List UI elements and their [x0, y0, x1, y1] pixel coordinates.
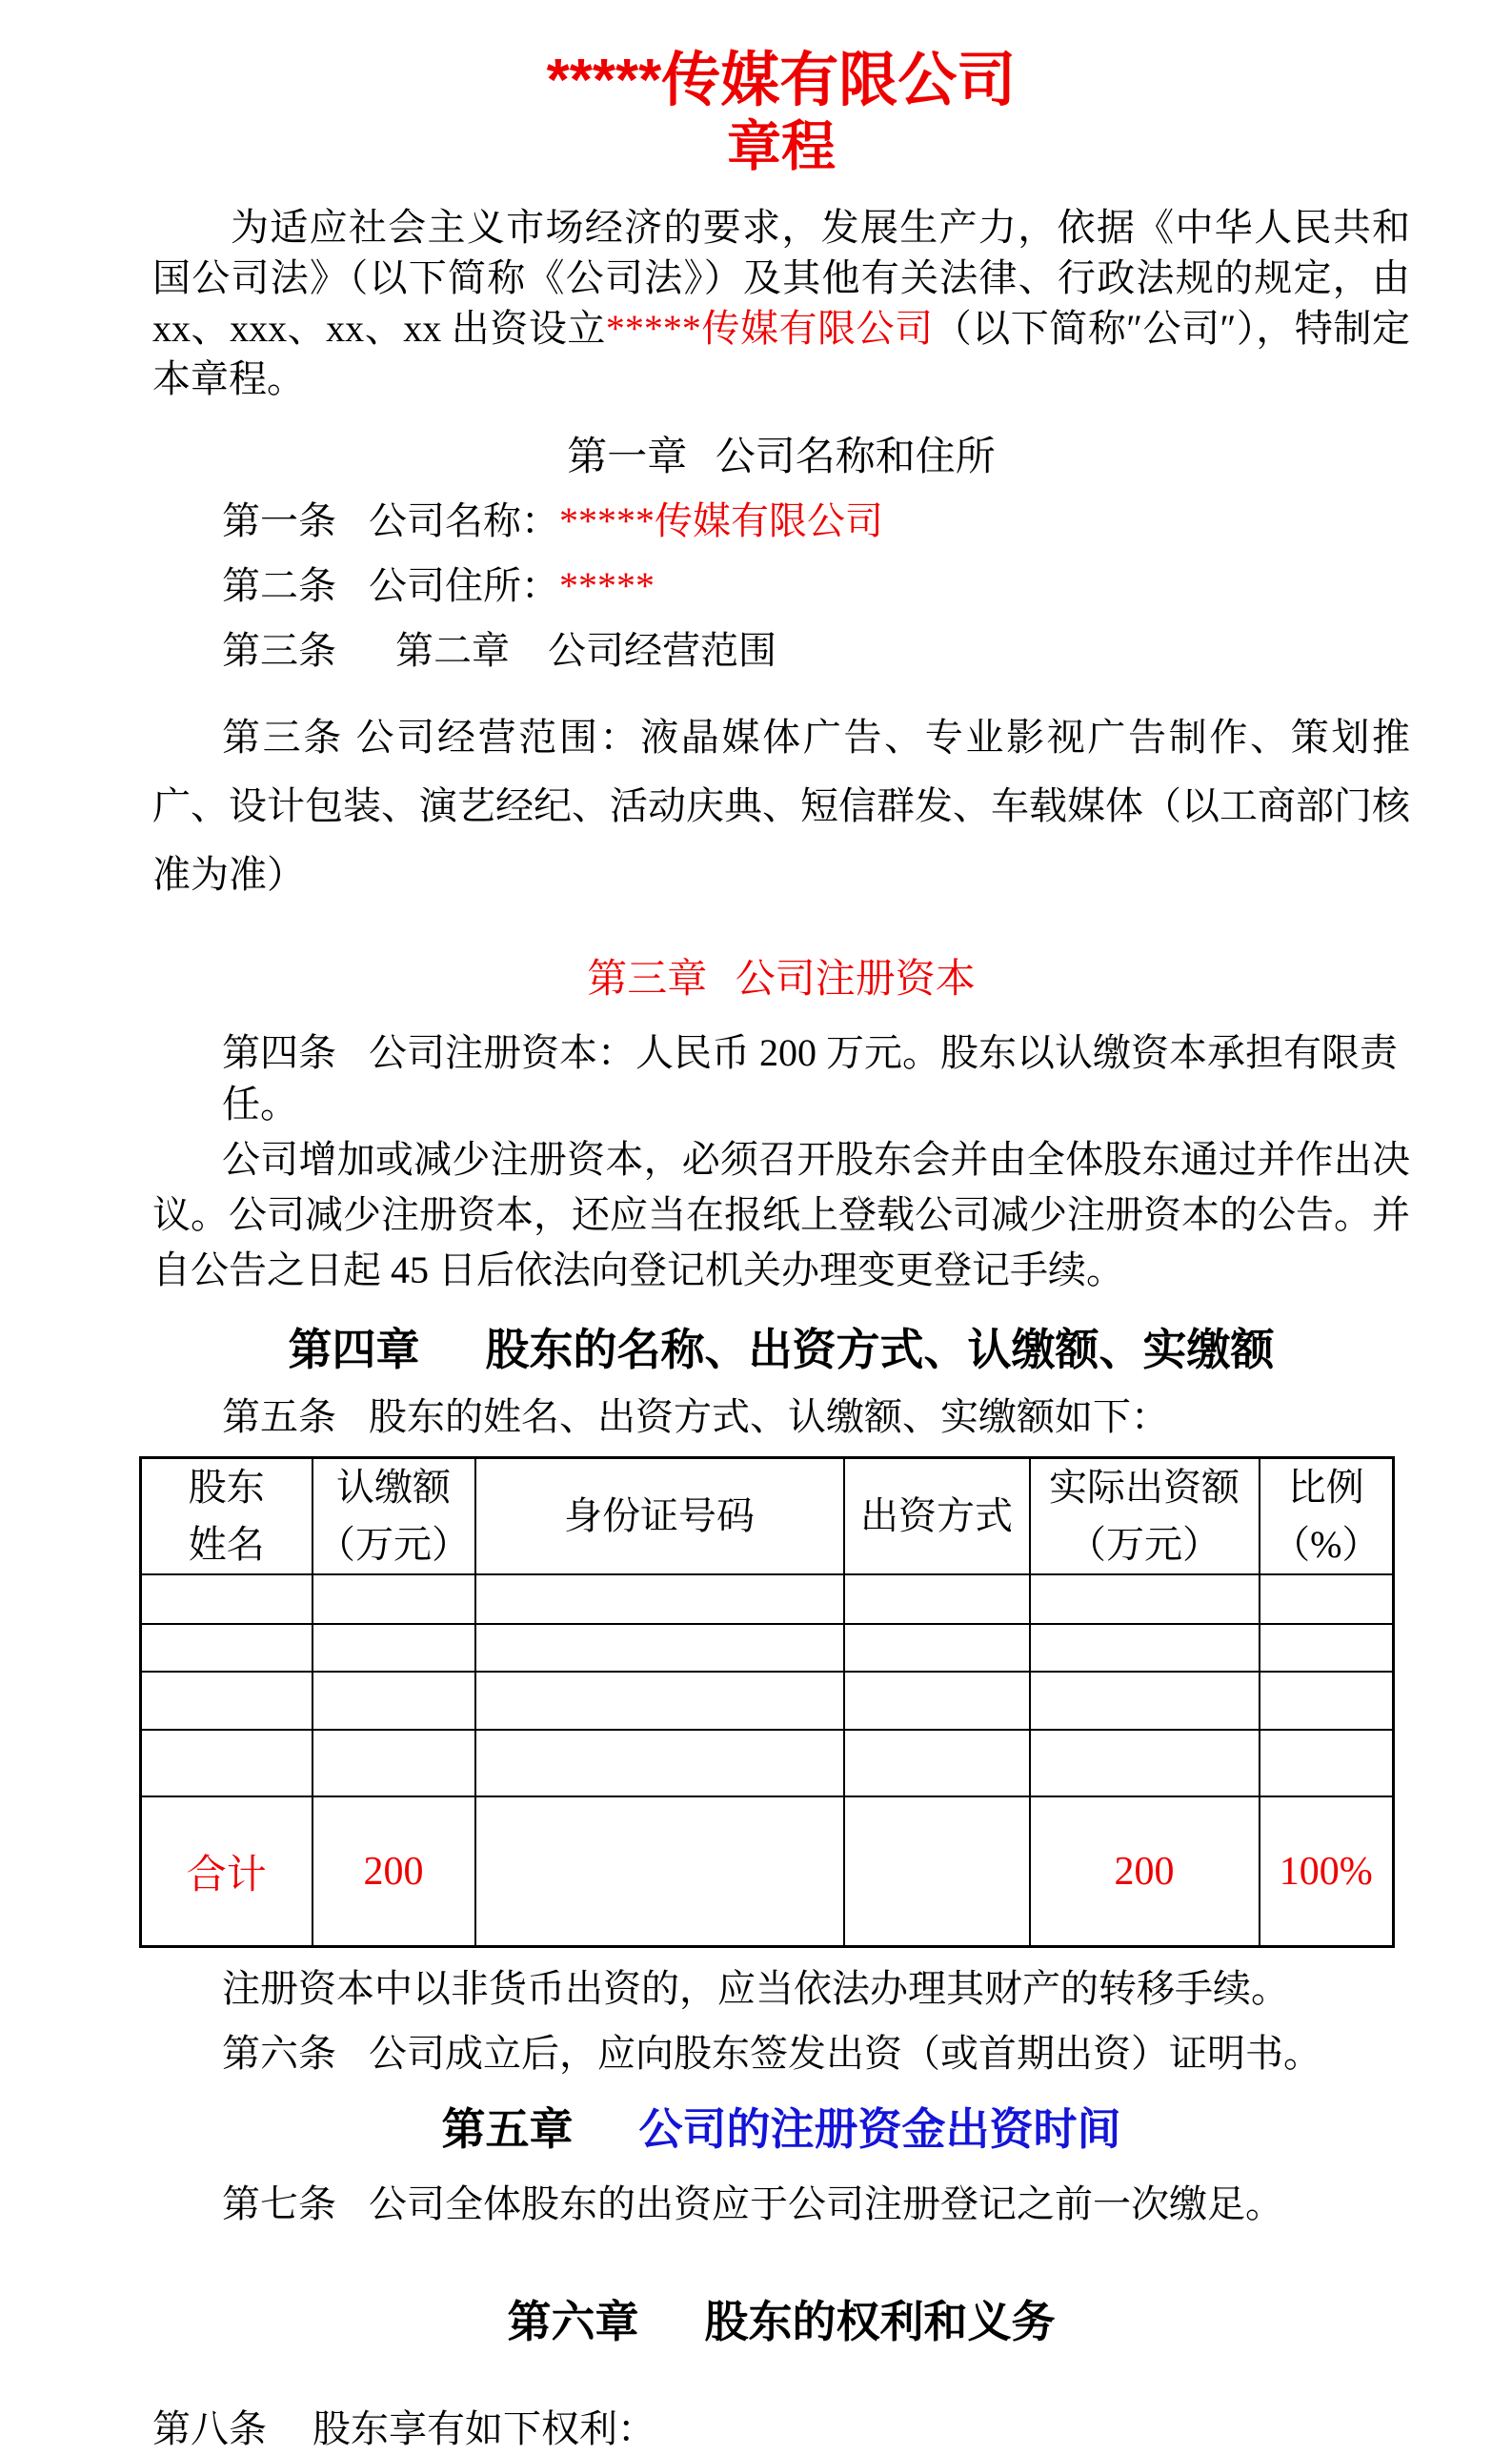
total-subscribed-cell: 200	[312, 1796, 475, 1946]
col-header-method-line1: 出资方式	[860, 1494, 1013, 1538]
empty-cell	[1030, 1672, 1260, 1730]
empty-cell	[844, 1730, 1030, 1796]
empty-cell	[312, 1574, 475, 1624]
article-2-text: 公司住所：	[369, 564, 559, 608]
intro-company-name: *****传媒有限公司	[605, 306, 934, 350]
chapter1-heading	[152, 425, 1410, 482]
table-empty-row	[141, 1730, 1394, 1796]
table-total-row	[141, 1796, 1394, 1946]
intro-text-after: （以下简称″公司″），特制定本章程。	[152, 306, 1410, 400]
article-2-label: 第二条	[222, 564, 336, 608]
article-8	[152, 2404, 1410, 2455]
col-header-actual-line1: 实际出资额	[1049, 1466, 1240, 1510]
chapter5-number: 第五章	[441, 2103, 574, 2154]
col-header-ratio	[1260, 1458, 1394, 1575]
empty-cell	[1260, 1624, 1394, 1672]
col-header-contribution-method	[844, 1458, 1030, 1575]
capital-change-paragraph: 公司增加或减少注册资本，必须召开股东会并由全体股东通过并作出决议。公司减少注册资本，还应当在报纸上登载公司减少注册资本的公告。并自公告之日起 45 日后依法向登记机关办理变更登记手续。	[152, 1138, 1410, 1292]
non-cash-contribution-note: 注册资本中以非货币出资的，应当依法办理其财产的转移手续。	[222, 1966, 1289, 2010]
col-header-ratio-line2: （%）	[1272, 1523, 1381, 1567]
chapter6-number: 第六章	[507, 2296, 639, 2346]
table-header-row	[141, 1458, 1394, 1575]
empty-cell	[844, 1624, 1030, 1672]
article-1-value: *****传媒有限公司	[559, 499, 883, 543]
article-5	[152, 1391, 1410, 1443]
empty-cell	[141, 1672, 312, 1730]
empty-cell	[1030, 1574, 1260, 1624]
shareholders-table	[139, 1456, 1395, 1948]
empty-cell	[1030, 1730, 1260, 1796]
empty-cell	[312, 1730, 475, 1796]
article-3-label: 第三条	[222, 629, 336, 673]
chapter4-title: 股东的名称、出资方式、认缴额、实缴额	[485, 1325, 1275, 1375]
article-7-label: 第七条	[222, 2181, 336, 2225]
article-6-label: 第六条	[222, 2031, 336, 2075]
chapter4-number: 第四章	[288, 1325, 420, 1375]
table-empty-row	[141, 1672, 1394, 1730]
article-1-label: 第一条	[222, 499, 336, 543]
article-7	[152, 2179, 1410, 2230]
intro-text-before: 为适应社会主义市场经济的要求，发展生产力，依据《中华人民共和国公司法》（以下简称《公司法》）及其他有关法律、行政法规的规定，由 xx、xxx、xx、xx 出资设立	[152, 206, 1410, 350]
col-header-shareholder-name	[141, 1458, 312, 1575]
chapter6-heading	[152, 2287, 1410, 2350]
chapter1-title: 公司名称和住所	[715, 436, 996, 480]
chapter5-title: 公司的注册资金出资时间	[638, 2103, 1121, 2154]
chapter3-number: 第三章	[587, 958, 708, 1003]
empty-cell	[475, 1624, 844, 1672]
col-header-subscribed-line2: （万元）	[317, 1523, 470, 1567]
empty-cell	[141, 1574, 312, 1624]
col-header-actual-amount	[1030, 1458, 1260, 1575]
article-1-text: 公司名称：	[369, 499, 559, 543]
empty-cell	[1260, 1672, 1394, 1730]
article-2	[152, 560, 1410, 612]
empty-cell	[141, 1624, 312, 1672]
article-1	[152, 496, 1410, 547]
chapter3-title: 公司注册资本	[735, 958, 976, 1003]
chapter6-title: 股东的权利和义务	[704, 2296, 1056, 2346]
article-6	[152, 2028, 1410, 2080]
chapter5-heading	[152, 2095, 1410, 2158]
empty-cell	[312, 1672, 475, 1730]
article-3-text: 第二章 公司经营范围	[395, 629, 776, 673]
empty-cell	[312, 1624, 475, 1672]
article-6-text: 公司成立后，应向股东签发出资（或首期出资）证明书。	[369, 2031, 1321, 2075]
empty-cell	[1260, 1730, 1394, 1796]
article-7-text: 公司全体股东的出资应于公司注册登记之前一次缴足。	[369, 2181, 1283, 2225]
empty-cell	[1030, 1624, 1260, 1672]
intro-paragraph	[152, 203, 1410, 404]
article-2-value: *****	[559, 564, 655, 608]
empty-cell	[1260, 1574, 1394, 1624]
article-3-chapter2-ref	[152, 625, 1410, 677]
col-header-actual-line2: （万元）	[1068, 1523, 1220, 1567]
article-5-label: 第五条	[222, 1395, 336, 1439]
total-label-cell: 合计	[141, 1796, 312, 1946]
col-header-id-number	[475, 1458, 844, 1575]
col-header-ratio-line1: 比例	[1287, 1466, 1364, 1510]
article-4-label: 第四条	[222, 1031, 336, 1075]
col-header-shareholder-line2: 姓名	[188, 1523, 265, 1567]
empty-cell	[844, 1672, 1030, 1730]
article-3-business-scope: 第三条 公司经营范围：液晶媒体广告、专业影视广告制作、策划推广、设计包装、演艺经纪、活动庆典、短信群发、车载媒体（以工商部门核准为准）	[152, 716, 1410, 897]
chapter1-number: 第一章	[567, 436, 688, 480]
empty-cell	[475, 1574, 844, 1624]
empty-cell	[844, 1574, 1030, 1624]
empty-cell	[475, 1672, 844, 1730]
charter-title: 章程	[727, 116, 836, 178]
total-ratio-cell: 100%	[1260, 1796, 1394, 1946]
chapter4-heading	[152, 1315, 1410, 1378]
total-actual-cell: 200	[1030, 1796, 1260, 1946]
company-title: *****传媒有限公司	[546, 48, 1017, 113]
article-4	[152, 1027, 1410, 1130]
article-8-text: 股东享有如下权利：	[312, 2406, 655, 2450]
article-5-text: 股东的姓名、出资方式、认缴额、实缴额如下：	[369, 1395, 1169, 1439]
empty-cell	[475, 1730, 844, 1796]
col-header-shareholder-line1: 股东	[188, 1466, 265, 1510]
article-8-label: 第八条	[152, 2406, 267, 2450]
empty-cell	[141, 1730, 312, 1796]
article-4-text: 公司注册资本：人民币 200 万元。股东以认缴资本承担有限责任。	[222, 1031, 1398, 1126]
chapter3-heading	[152, 947, 1410, 1004]
total-method-cell	[844, 1796, 1030, 1946]
col-header-subscribed-line1: 认缴额	[336, 1466, 451, 1510]
col-header-id-line1: 身份证号码	[564, 1494, 755, 1538]
table-empty-row	[141, 1574, 1394, 1624]
total-id-cell	[475, 1796, 844, 1946]
table-empty-row	[141, 1624, 1394, 1672]
col-header-subscribed-amount	[312, 1458, 475, 1575]
